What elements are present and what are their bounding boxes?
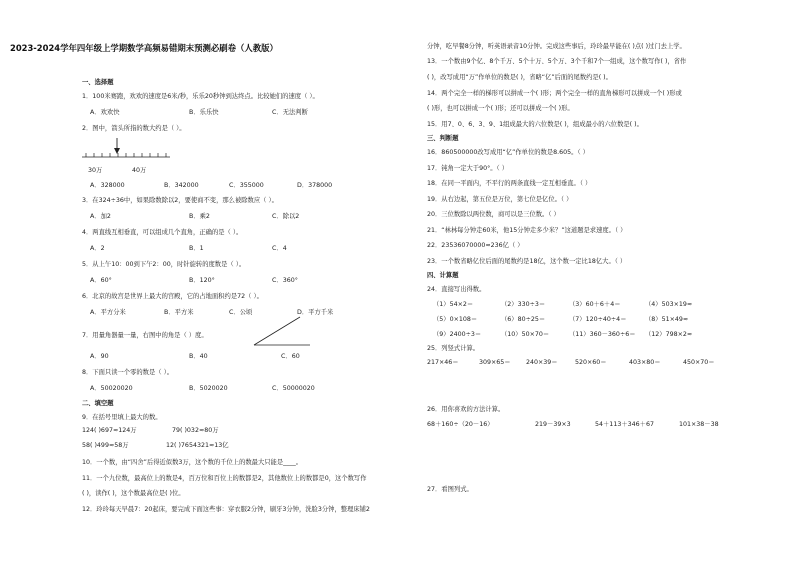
question-12: 12．玲玲每天早晨7：20起床，要完成下面这些事：穿衣服2分钟，刷牙3分钟，洗脸3分钟，整理床铺2 [82,506,370,513]
vertical-calc-item[interactable]: 240×39＝ [526,359,558,366]
vertical-calc-item[interactable]: 217×46＝ [427,359,459,366]
q3-option-b[interactable]: B．乘2 [189,213,210,220]
q4-option-c[interactable]: C．4 [272,245,287,252]
calc-item[interactable]: （3）60＋6＋4＝ [569,301,621,308]
q8-option-a[interactable]: A．50020020 [90,385,133,392]
question-24: 24．直接写出得数。 [427,286,486,293]
question-19[interactable]: 19．从右边起，第五位是万位，第七位是亿位。（ ） [427,196,573,203]
question-5: 5．从上午10：00到下午2：00，时针旋转的度数是（ ）。 [82,261,246,268]
question-11-line-2: ( )，读作( )，这个数最高位是( )位。 [82,490,185,497]
question-11-line-1: 11．一个九位数，最高位上的数是4，百万位和百位上的数都是2，其他数位上的数都是0，这个数写作 [82,475,367,482]
simplify-item[interactable]: 54＋113＋346＋67 [595,421,654,428]
section-choice: 一、选择题 [82,79,114,86]
q6-option-a[interactable]: A．平方分米 [90,309,126,316]
question-8: 8．下面只读一个零的数是（ ）。 [82,369,174,376]
angle-figure [252,316,312,346]
q9-item-4[interactable]: 12( )7654321≈13亿 [166,442,229,449]
left-column [10,0,412,562]
question-3: 3．在324÷36中，如果除数除以2，要使商不变，那么被除数应（ ）。 [82,197,278,204]
page-title: 2023-2024学年四年级上学期数学高频易错期末预测必刷卷（人教版） [10,43,278,53]
q1-option-b[interactable]: B．乐乐快 [189,109,219,116]
calc-item[interactable]: （5）0×108＝ [433,316,478,323]
question-13-line-1: 13．一个数由9个亿、8个千万、5个十万、5个万、3个千和7个一组成，这个数写作( )，省作 [427,58,687,65]
section-fill: 二、填空题 [82,400,114,407]
q5-option-b[interactable]: B．120° [189,277,215,284]
question-17[interactable]: 17．钝角一定大于90°。（ ） [427,165,508,172]
question-9: 9．在括号里填上最大的数。 [82,414,162,421]
calc-item[interactable]: （8）51×49≈ [645,316,689,323]
question-25: 25．列竖式计算。 [427,345,480,352]
question-4: 4．两直线互相垂直，可以组成几个直角，正确的是（ ）。 [82,229,243,236]
q9-item-2[interactable]: 79( )032≈80万 [172,427,219,434]
calc-item[interactable]: （11）360－360÷6＝ [569,331,636,338]
q9-item-1[interactable]: 124( )697≈124万 [82,427,137,434]
question-21[interactable]: 21．“林林每分钟走60米，他15分钟走多少米？”这道题是求速度。（ ） [427,227,627,234]
q2-option-d[interactable]: D．378000 [297,182,333,189]
question-12-cont: 分钟，吃早餐8分钟，听英语录音10分钟。完成这些事后，玲玲最早能在( )点( )过门去上学。 [427,43,686,50]
q2-option-b[interactable]: B．342000 [164,182,199,189]
q1-option-a[interactable]: A．欢欢快 [90,109,120,116]
q7-option-b[interactable]: B．40 [189,353,208,360]
tick-label-30: 30万 [88,167,103,174]
q6-option-b[interactable]: B．平方米 [164,309,194,316]
question-10: 10．一个数，由“四舍”后得近似数3万，这个数的千位上的数最大只能是____。 [82,459,303,466]
q5-option-c[interactable]: C．360° [272,277,298,284]
question-1: 1．100米赛跑，欢欢的速度是6米/秒，乐乐20秒钟到达终点。比较她们的速度（ ）。 [82,93,319,100]
vertical-calc-item[interactable]: 520×60＝ [575,359,607,366]
q6-option-c[interactable]: C．公顷 [229,309,253,316]
number-line-figure [82,138,172,166]
q2-option-c[interactable]: C．355000 [229,182,264,189]
question-14-line-1: 14．两个完全一样的梯形可以拼成一个( )形；两个完全一样的直角梯形可以拼成一个( )形或 [427,90,682,97]
calc-item[interactable]: （1）54×2＝ [433,301,474,308]
calc-item[interactable]: （10）50×70＝ [501,331,550,338]
q2-option-a[interactable]: A．328000 [90,182,125,189]
q1-option-c[interactable]: C．无法判断 [272,109,308,116]
question-6: 6．北京的故宫是世界上最大的宫殿，它的占地面积约是72（ ）。 [82,293,263,300]
question-15: 15．用7、0、6、3、9、1组成最大的六位数是( )，组成最小的六位数是( )。 [427,121,643,128]
question-26: 26．用你喜欢的方法计算。 [427,406,505,413]
q8-option-b[interactable]: B．5020020 [189,385,228,392]
question-20[interactable]: 20．三位数除以两位数，商可以是三位数。（ ） [427,211,560,218]
question-2: 2．图中，箭头所指的数大约是（ ）。 [82,125,186,132]
question-27: 27．看图列式。 [427,486,473,493]
vertical-calc-item[interactable]: 309×65＝ [479,359,511,366]
simplify-item[interactable]: 68＋160÷（20－16） [427,421,494,428]
calc-item[interactable]: （4）503×19≈ [645,301,693,308]
vertical-calc-item[interactable]: 450×70＝ [683,359,715,366]
calc-item[interactable]: （9）2400÷3＝ [433,331,482,338]
calc-item[interactable]: （2）330÷3＝ [501,301,546,308]
section-judge: 三、判断题 [427,135,459,142]
question-13-line-2: ( )，改写成用“万”作单位的数是( )，省略“亿”后面的尾数约是( )。 [427,74,612,81]
right-column [427,0,727,562]
q3-option-a[interactable]: A．加2 [90,213,111,220]
q7-option-a[interactable]: A．90 [90,353,109,360]
q7-option-c[interactable]: C．60 [281,353,300,360]
q5-option-a[interactable]: A．60° [90,277,112,284]
q4-option-b[interactable]: B．1 [189,245,204,252]
question-16[interactable]: 16．860500000改写成用“亿”作单位的数是8.605。（ ） [427,149,589,156]
calc-item[interactable]: （7）120÷40÷4＝ [569,316,627,323]
q3-option-c[interactable]: C．除以2 [272,213,300,220]
question-23[interactable]: 23．一个数省略亿位后面的尾数约是18亿，这个数一定比18亿大。（ ） [427,258,627,265]
section-calc: 四、计算题 [427,272,459,279]
calc-item[interactable]: （12）798×2≈ [645,331,693,338]
tick-label-40: 40万 [132,167,147,174]
question-18[interactable]: 18．在同一平面内，不平行的两条直线一定互相垂直。（ ） [427,180,592,187]
question-22[interactable]: 22．23536070000≈236亿（ ） [427,242,524,249]
q8-option-c[interactable]: C．50000020 [272,385,315,392]
question-14-line-2: ( )形，也可以拼成一个( )形；还可以拼成一个( )形。 [427,105,574,112]
q4-option-a[interactable]: A．2 [90,245,105,252]
simplify-item[interactable]: 219－39×3 [535,421,571,428]
question-7: 7．用量角器量一量，右图中的角是（ ）度。 [82,332,208,339]
calc-item[interactable]: （6）80÷25＝ [501,316,546,323]
vertical-calc-item[interactable]: 403×80＝ [629,359,661,366]
simplify-item[interactable]: 101×38－38 [679,421,719,428]
q6-option-d[interactable]: D．平方千米 [297,309,334,316]
q9-item-3[interactable]: 58( )499≈58万 [82,442,129,449]
